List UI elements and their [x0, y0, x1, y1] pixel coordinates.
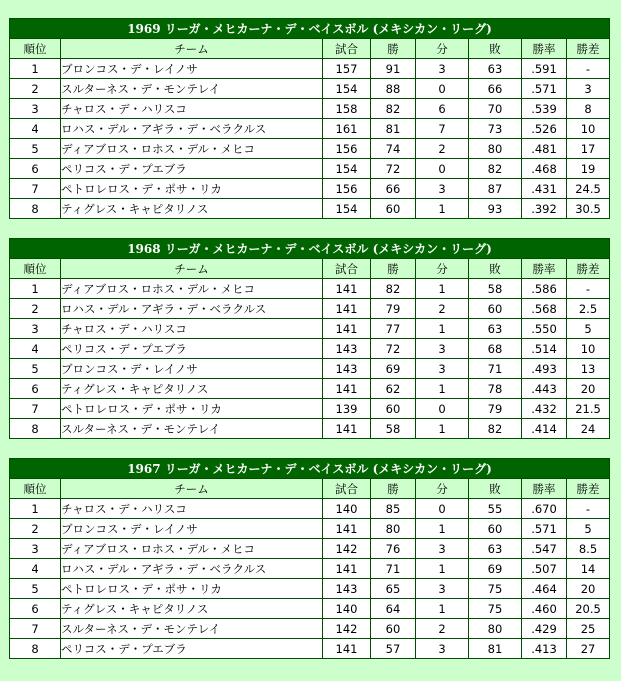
wins-cell: 82 — [371, 99, 416, 119]
pct-cell: .571 — [522, 79, 567, 99]
ties-cell: 1 — [416, 419, 469, 439]
pct-cell: .443 — [522, 379, 567, 399]
rank-cell: 1 — [10, 279, 61, 299]
wins-cell: 60 — [371, 399, 416, 419]
table-row — [10, 499, 610, 519]
ties-cell: 1 — [416, 279, 469, 299]
table-row — [10, 359, 610, 379]
pct-cell: .464 — [522, 579, 567, 599]
losses-cell: 63 — [469, 319, 522, 339]
games-cell: 158 — [323, 99, 371, 119]
header-team: チーム — [61, 39, 323, 59]
rank-cell: 8 — [10, 199, 61, 219]
ties-cell: 1 — [416, 379, 469, 399]
games-cell: 141 — [323, 519, 371, 539]
team-cell: スルターネス・デ・モンテレイ — [61, 619, 323, 639]
team-cell: チャロス・デ・ハリスコ — [61, 499, 323, 519]
ties-cell: 3 — [416, 179, 469, 199]
ties-cell: 3 — [416, 579, 469, 599]
header-losses: 敗 — [469, 39, 522, 59]
table-row — [10, 99, 610, 119]
pct-cell: .431 — [522, 179, 567, 199]
team-cell: ペリコス・デ・プエブラ — [61, 339, 323, 359]
table-row — [10, 199, 610, 219]
team-cell: ペトロレロス・デ・ポサ・リカ — [61, 579, 323, 599]
wins-cell: 62 — [371, 379, 416, 399]
header-pct: 勝率 — [522, 479, 567, 499]
team-cell: ロハス・デル・アギラ・デ・ベラクルス — [61, 119, 323, 139]
team-cell: ブロンコス・デ・レイノサ — [61, 519, 323, 539]
wins-cell: 69 — [371, 359, 416, 379]
losses-cell: 75 — [469, 599, 522, 619]
gb-cell: 14 — [567, 559, 610, 579]
pct-cell: .586 — [522, 279, 567, 299]
gb-cell: 5 — [567, 519, 610, 539]
table-row — [10, 279, 610, 299]
wins-cell: 58 — [371, 419, 416, 439]
header-team: チーム — [61, 479, 323, 499]
games-cell: 161 — [323, 119, 371, 139]
gb-cell: 10 — [567, 339, 610, 359]
wins-cell: 79 — [371, 299, 416, 319]
rank-cell: 4 — [10, 559, 61, 579]
gb-cell: 21.5 — [567, 399, 610, 419]
rank-cell: 7 — [10, 399, 61, 419]
losses-cell: 70 — [469, 99, 522, 119]
gb-cell: 24 — [567, 419, 610, 439]
table-row — [10, 139, 610, 159]
pct-cell: .413 — [522, 639, 567, 659]
losses-cell: 79 — [469, 399, 522, 419]
rank-cell: 1 — [10, 59, 61, 79]
wins-cell: 77 — [371, 319, 416, 339]
pct-cell: .550 — [522, 319, 567, 339]
losses-cell: 63 — [469, 539, 522, 559]
gb-cell: 30.5 — [567, 199, 610, 219]
rank-cell: 2 — [10, 519, 61, 539]
gb-cell: - — [567, 279, 610, 299]
wins-cell: 60 — [371, 619, 416, 639]
rank-cell: 3 — [10, 539, 61, 559]
ties-cell: 1 — [416, 199, 469, 219]
losses-cell: 82 — [469, 159, 522, 179]
rank-cell: 6 — [10, 599, 61, 619]
ties-cell: 3 — [416, 339, 469, 359]
team-cell: ペトロレロス・デ・ポサ・リカ — [61, 399, 323, 419]
table-row — [10, 599, 610, 619]
gb-cell: 25 — [567, 619, 610, 639]
pct-cell: .670 — [522, 499, 567, 519]
pct-cell: .526 — [522, 119, 567, 139]
gb-cell: 2.5 — [567, 299, 610, 319]
header-wins: 勝 — [371, 259, 416, 279]
pct-cell: .547 — [522, 539, 567, 559]
pct-cell: .414 — [522, 419, 567, 439]
gb-cell: 3 — [567, 79, 610, 99]
gb-cell: 10 — [567, 119, 610, 139]
wins-cell: 60 — [371, 199, 416, 219]
losses-cell: 63 — [469, 59, 522, 79]
losses-cell: 80 — [469, 619, 522, 639]
pct-cell: .514 — [522, 339, 567, 359]
losses-cell: 55 — [469, 499, 522, 519]
team-cell: ブロンコス・デ・レイノサ — [61, 59, 323, 79]
team-cell: スルターネス・デ・モンテレイ — [61, 419, 323, 439]
table-row — [10, 579, 610, 599]
gb-cell: 5 — [567, 319, 610, 339]
gb-cell: 20 — [567, 579, 610, 599]
table-row — [10, 419, 610, 439]
wins-cell: 57 — [371, 639, 416, 659]
header-team: チーム — [61, 259, 323, 279]
table-row — [10, 79, 610, 99]
wins-cell: 71 — [371, 559, 416, 579]
rank-cell: 4 — [10, 339, 61, 359]
rank-cell: 8 — [10, 639, 61, 659]
wins-cell: 66 — [371, 179, 416, 199]
wins-cell: 72 — [371, 159, 416, 179]
pct-cell: .429 — [522, 619, 567, 639]
team-cell: ディアブロス・ロホス・デル・メヒコ — [61, 539, 323, 559]
header-wins: 勝 — [371, 39, 416, 59]
games-cell: 154 — [323, 199, 371, 219]
rank-cell: 2 — [10, 299, 61, 319]
rank-cell: 6 — [10, 159, 61, 179]
header-pct: 勝率 — [522, 259, 567, 279]
table-row — [10, 339, 610, 359]
team-cell: チャロス・デ・ハリスコ — [61, 99, 323, 119]
games-cell: 142 — [323, 539, 371, 559]
table-row — [10, 379, 610, 399]
header-ties: 分 — [416, 479, 469, 499]
games-cell: 141 — [323, 559, 371, 579]
ties-cell: 2 — [416, 139, 469, 159]
gb-cell: 17 — [567, 139, 610, 159]
standings-table-1967 — [9, 458, 610, 659]
pct-cell: .539 — [522, 99, 567, 119]
wins-cell: 82 — [371, 279, 416, 299]
pct-cell: .571 — [522, 519, 567, 539]
games-cell: 141 — [323, 419, 371, 439]
pct-cell: .460 — [522, 599, 567, 619]
rank-cell: 2 — [10, 79, 61, 99]
games-cell: 143 — [323, 339, 371, 359]
table-row — [10, 639, 610, 659]
gb-cell: - — [567, 59, 610, 79]
rank-cell: 5 — [10, 359, 61, 379]
header-wins: 勝 — [371, 479, 416, 499]
wins-cell: 91 — [371, 59, 416, 79]
table-row — [10, 539, 610, 559]
wins-cell: 65 — [371, 579, 416, 599]
header-ties: 分 — [416, 259, 469, 279]
losses-cell: 73 — [469, 119, 522, 139]
ties-cell: 3 — [416, 639, 469, 659]
header-games: 試合 — [323, 39, 371, 59]
ties-cell: 1 — [416, 599, 469, 619]
gb-cell: 13 — [567, 359, 610, 379]
losses-cell: 68 — [469, 339, 522, 359]
table-row — [10, 119, 610, 139]
ties-cell: 3 — [416, 59, 469, 79]
team-cell: ペリコス・デ・プエブラ — [61, 639, 323, 659]
wins-cell: 74 — [371, 139, 416, 159]
team-cell: ディアブロス・ロホス・デル・メヒコ — [61, 139, 323, 159]
team-cell: ティグレス・キャピタリノス — [61, 199, 323, 219]
losses-cell: 75 — [469, 579, 522, 599]
table-row — [10, 179, 610, 199]
rank-cell: 5 — [10, 579, 61, 599]
games-cell: 142 — [323, 619, 371, 639]
games-cell: 143 — [323, 359, 371, 379]
header-gb: 勝差 — [567, 479, 610, 499]
gb-cell: 27 — [567, 639, 610, 659]
wins-cell: 80 — [371, 519, 416, 539]
pct-cell: .432 — [522, 399, 567, 419]
ties-cell: 0 — [416, 499, 469, 519]
ties-cell: 3 — [416, 359, 469, 379]
losses-cell: 71 — [469, 359, 522, 379]
wins-cell: 88 — [371, 79, 416, 99]
ties-cell: 0 — [416, 159, 469, 179]
ties-cell: 2 — [416, 619, 469, 639]
team-cell: ディアブロス・ロホス・デル・メヒコ — [61, 279, 323, 299]
wins-cell: 81 — [371, 119, 416, 139]
standings-table-1969 — [9, 18, 610, 219]
header-gb: 勝差 — [567, 259, 610, 279]
header-ties: 分 — [416, 39, 469, 59]
pct-cell: .481 — [522, 139, 567, 159]
gb-cell: - — [567, 499, 610, 519]
games-cell: 154 — [323, 79, 371, 99]
gb-cell: 20 — [567, 379, 610, 399]
ties-cell: 2 — [416, 299, 469, 319]
table-row — [10, 559, 610, 579]
table-row — [10, 399, 610, 419]
ties-cell: 0 — [416, 79, 469, 99]
losses-cell: 87 — [469, 179, 522, 199]
header-rank: 順位 — [10, 259, 61, 279]
pct-cell: .507 — [522, 559, 567, 579]
header-rank: 順位 — [10, 479, 61, 499]
team-cell: スルターネス・デ・モンテレイ — [61, 79, 323, 99]
games-cell: 139 — [323, 399, 371, 419]
header-pct: 勝率 — [522, 39, 567, 59]
gb-cell: 24.5 — [567, 179, 610, 199]
table-title: 1969 リーガ・メヒカーナ・デ・ベイスボル (メキシカン・リーグ) — [10, 19, 610, 39]
pct-cell: .493 — [522, 359, 567, 379]
table-title: 1967 リーガ・メヒカーナ・デ・ベイスボル (メキシカン・リーグ) — [10, 459, 610, 479]
team-cell: ティグレス・キャピタリノス — [61, 379, 323, 399]
header-games: 試合 — [323, 479, 371, 499]
games-cell: 156 — [323, 139, 371, 159]
losses-cell: 66 — [469, 79, 522, 99]
rank-cell: 3 — [10, 99, 61, 119]
table-row — [10, 59, 610, 79]
losses-cell: 69 — [469, 559, 522, 579]
header-losses: 敗 — [469, 259, 522, 279]
pct-cell: .591 — [522, 59, 567, 79]
games-cell: 141 — [323, 279, 371, 299]
table-row — [10, 519, 610, 539]
team-cell: ペトロレロス・デ・ポサ・リカ — [61, 179, 323, 199]
rank-cell: 4 — [10, 119, 61, 139]
table-row — [10, 299, 610, 319]
rank-cell: 7 — [10, 179, 61, 199]
header-gb: 勝差 — [567, 39, 610, 59]
games-cell: 141 — [323, 299, 371, 319]
wins-cell: 76 — [371, 539, 416, 559]
games-cell: 141 — [323, 379, 371, 399]
losses-cell: 78 — [469, 379, 522, 399]
rank-cell: 5 — [10, 139, 61, 159]
team-cell: ロハス・デル・アギラ・デ・ベラクルス — [61, 299, 323, 319]
team-cell: ブロンコス・デ・レイノサ — [61, 359, 323, 379]
rank-cell: 3 — [10, 319, 61, 339]
losses-cell: 81 — [469, 639, 522, 659]
rank-cell: 7 — [10, 619, 61, 639]
losses-cell: 60 — [469, 299, 522, 319]
header-losses: 敗 — [469, 479, 522, 499]
wins-cell: 85 — [371, 499, 416, 519]
games-cell: 154 — [323, 159, 371, 179]
header-games: 試合 — [323, 259, 371, 279]
table-row — [10, 319, 610, 339]
pct-cell: .392 — [522, 199, 567, 219]
gb-cell: 20.5 — [567, 599, 610, 619]
table-title: 1968 リーガ・メヒカーナ・デ・ベイスボル (メキシカン・リーグ) — [10, 239, 610, 259]
team-cell: ペリコス・デ・プエブラ — [61, 159, 323, 179]
gb-cell: 8 — [567, 99, 610, 119]
losses-cell: 58 — [469, 279, 522, 299]
wins-cell: 72 — [371, 339, 416, 359]
games-cell: 157 — [323, 59, 371, 79]
losses-cell: 82 — [469, 419, 522, 439]
games-cell: 141 — [323, 639, 371, 659]
losses-cell: 80 — [469, 139, 522, 159]
gb-cell: 8.5 — [567, 539, 610, 559]
header-rank: 順位 — [10, 39, 61, 59]
standings-table-1968 — [9, 238, 610, 439]
games-cell: 140 — [323, 499, 371, 519]
team-cell: ティグレス・キャピタリノス — [61, 599, 323, 619]
ties-cell: 1 — [416, 319, 469, 339]
pct-cell: .468 — [522, 159, 567, 179]
losses-cell: 93 — [469, 199, 522, 219]
team-cell: ロハス・デル・アギラ・デ・ベラクルス — [61, 559, 323, 579]
ties-cell: 1 — [416, 519, 469, 539]
games-cell: 140 — [323, 599, 371, 619]
team-cell: チャロス・デ・ハリスコ — [61, 319, 323, 339]
table-row — [10, 159, 610, 179]
ties-cell: 6 — [416, 99, 469, 119]
wins-cell: 64 — [371, 599, 416, 619]
ties-cell: 7 — [416, 119, 469, 139]
games-cell: 141 — [323, 319, 371, 339]
rank-cell: 8 — [10, 419, 61, 439]
rank-cell: 1 — [10, 499, 61, 519]
games-cell: 143 — [323, 579, 371, 599]
ties-cell: 3 — [416, 539, 469, 559]
pct-cell: .568 — [522, 299, 567, 319]
games-cell: 156 — [323, 179, 371, 199]
gb-cell: 19 — [567, 159, 610, 179]
rank-cell: 6 — [10, 379, 61, 399]
ties-cell: 0 — [416, 399, 469, 419]
ties-cell: 1 — [416, 559, 469, 579]
losses-cell: 60 — [469, 519, 522, 539]
table-row — [10, 619, 610, 639]
